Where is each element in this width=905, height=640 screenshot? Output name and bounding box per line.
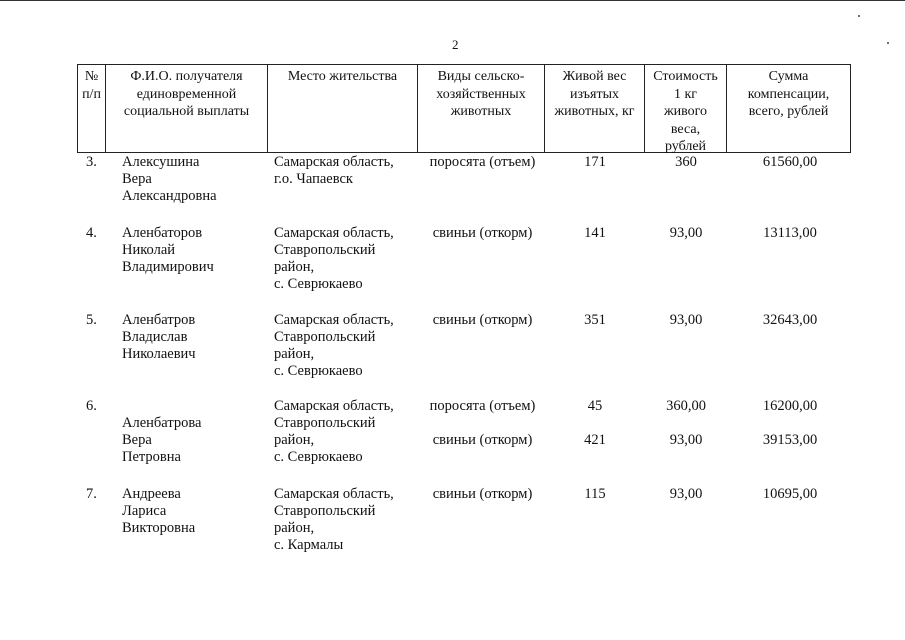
recipient-name: Аленбатров Владислав Николаевич: [122, 312, 196, 362]
header-cost-per-kg: Стоимость 1 кг живого веса, рублей: [645, 65, 727, 152]
row-number: 7.: [86, 486, 97, 502]
header-animal-kind: Виды сельско- хозяйственных животных: [418, 65, 545, 152]
cost-per-kg: 360: [675, 154, 697, 170]
cost-per-kg: 93,00: [669, 486, 703, 502]
row-number: 3.: [86, 154, 97, 170]
residence: Самарская область, Ставропольский район, с. Севрюкаево: [274, 225, 394, 292]
live-weight: 171: [584, 154, 606, 170]
header-num: № п/п: [78, 65, 106, 152]
live-weight: 141: [584, 225, 606, 241]
scan-top-edge: [0, 0, 905, 1]
recipient-name: Аленбаторов Николай Владимирович: [122, 225, 214, 275]
row-number: 5.: [86, 312, 97, 328]
live-weight-second: 421: [584, 432, 606, 448]
live-weight: 115: [584, 486, 606, 502]
cost-per-kg: 93,00: [669, 312, 703, 328]
cost-per-kg: 93,00: [669, 225, 703, 241]
live-weight: 45: [587, 398, 603, 414]
cost-per-kg-second: 93,00: [669, 432, 703, 448]
recipient-name-text: Аленбатрова Вера Петровна: [122, 415, 202, 465]
animal-kind: свиньи (откорм): [432, 486, 533, 502]
header-place: Место жительства: [268, 65, 418, 152]
header-total-sum: Сумма компенсации, всего, рублей: [747, 69, 830, 119]
page-number: 2: [452, 37, 459, 52]
animal-kind-second: свиньи (откорм): [432, 432, 533, 448]
recipient-name: Андреева Лариса Викторовна: [122, 486, 196, 536]
scan-speck: [858, 15, 860, 17]
animal-kind: свиньи (откорм): [432, 225, 533, 241]
recipient-name: [122, 398, 272, 466]
scan-speck: [887, 42, 889, 44]
header-fio: Ф.И.О. получателя единовременной социальной выплаты: [106, 65, 268, 152]
total-sum: 10695,00: [762, 486, 818, 502]
total-sum: 61560,00: [762, 154, 818, 170]
header-live-weight: Живой вес изъятых животных, кг: [545, 65, 645, 152]
total-sum: 16200,00: [762, 398, 818, 414]
residence: Самарская область, Ставропольский район, с. Севрюкаево: [274, 312, 394, 379]
residence: Самарская область, г.о. Чапаевск: [274, 154, 394, 187]
cost-per-kg: 360,00: [666, 398, 706, 414]
residence: Самарская область, Ставропольский район, с. Кармалы: [274, 486, 394, 553]
live-weight: 351: [584, 312, 606, 328]
animal-kind: поросята (отъем): [429, 154, 536, 170]
animal-kind: поросята (отъем): [429, 398, 536, 414]
recipient-name: Алексушина Вера Александровна: [122, 154, 217, 204]
row-number: 6.: [86, 398, 97, 414]
total-sum: 32643,00: [762, 312, 818, 328]
row-number: 4.: [86, 225, 97, 241]
animal-kind: свиньи (откорм): [432, 312, 533, 328]
total-sum: 13113,00: [763, 225, 817, 241]
total-sum-second: 39153,00: [762, 432, 818, 448]
residence: Самарская область, Ставропольский район, с. Севрюкаево: [274, 398, 394, 465]
table-header: [77, 64, 851, 153]
